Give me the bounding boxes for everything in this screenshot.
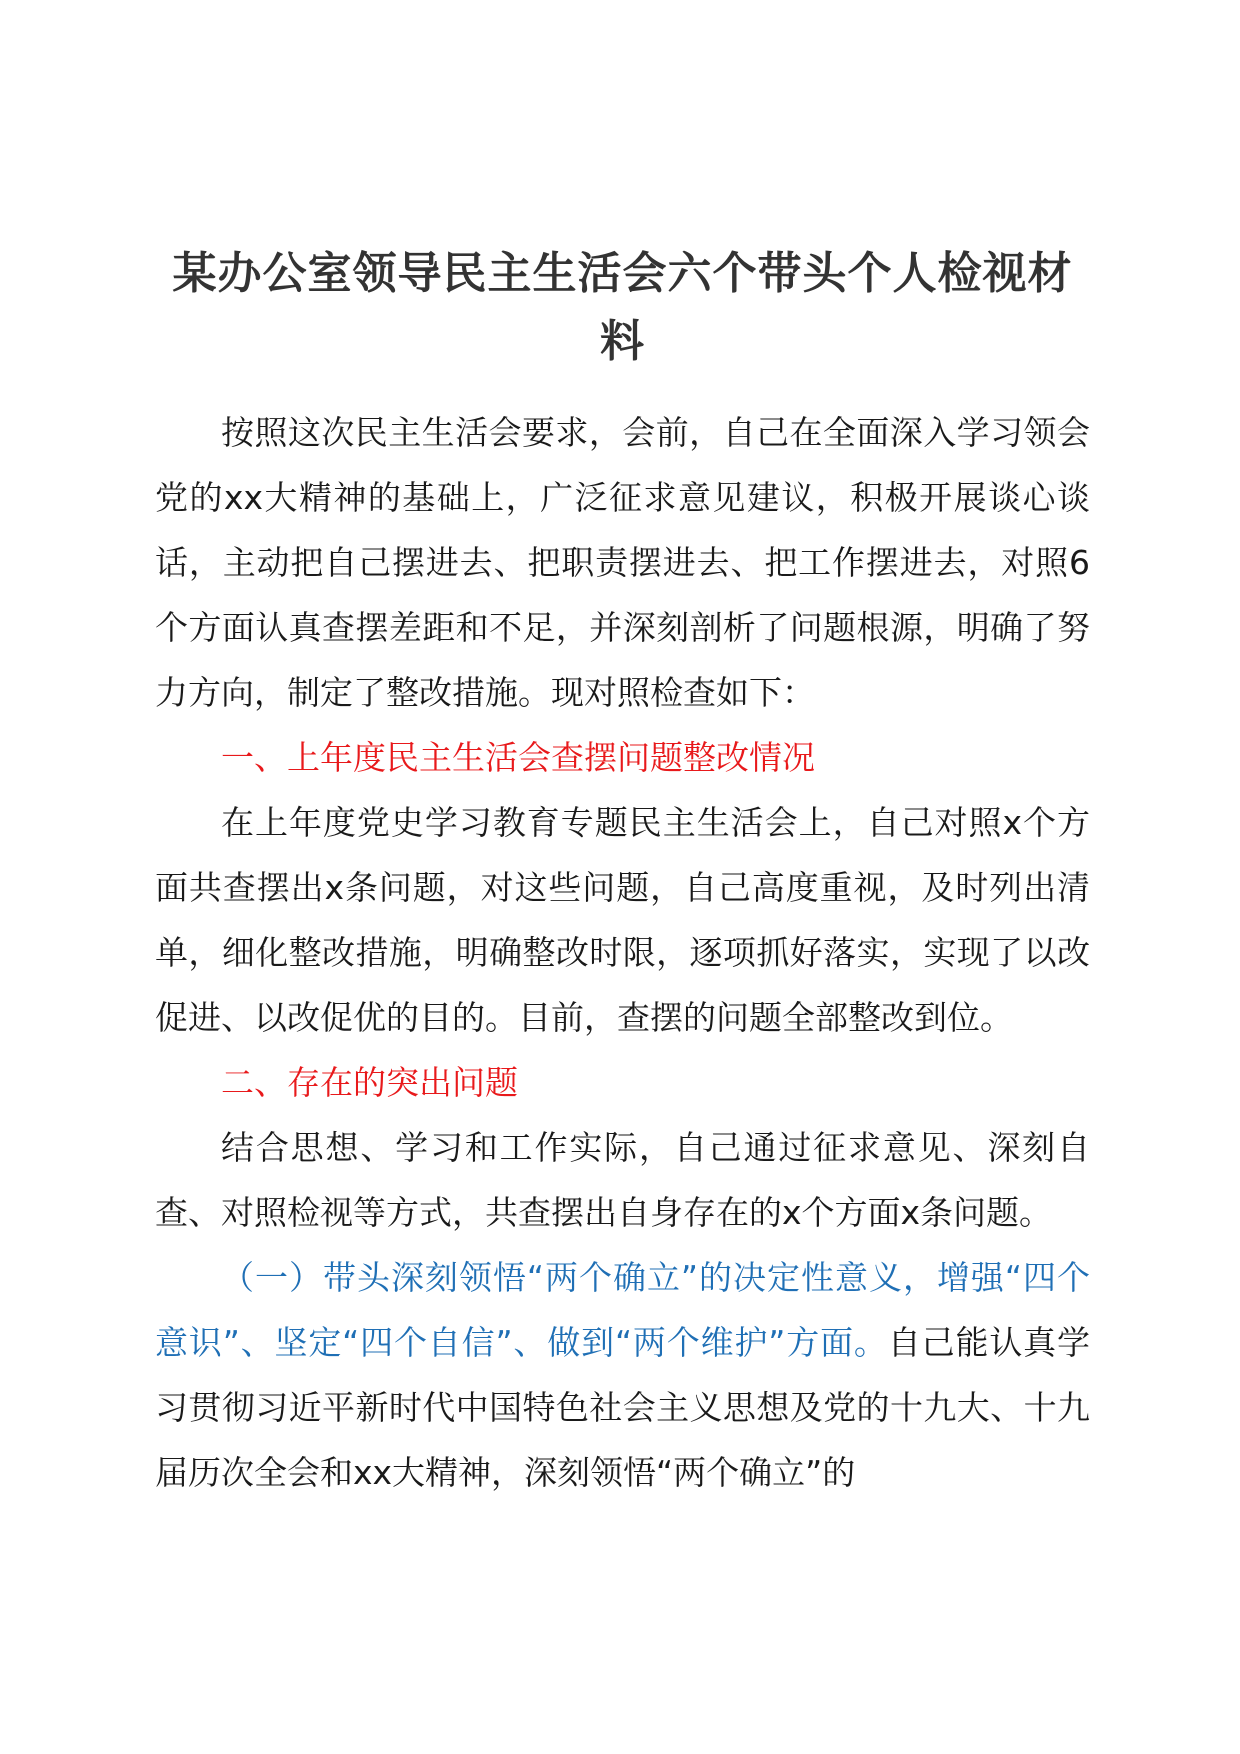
document-title: 某办公室领导民主生活会六个带头个人检视材料 bbox=[172, 248, 1073, 367]
subsection1-heading: （一）带头深刻领悟“两个确立”的决定性意义，增强“四个意识”、坚定“四个自信”、做到“两个维护”方面。 bbox=[155, 1258, 1090, 1362]
section1-heading: 一、上年度民主生活会查摆问题整改情况 bbox=[221, 738, 815, 777]
subsection1-body: 自己能认真学习贯彻习近平新时代中国特色社会主义思想及党的十九大、十九届历次全会和xx大精神，深刻领悟“两个确立”的 bbox=[155, 1323, 1091, 1492]
subsection1-paragraph bbox=[155, 1245, 1090, 1505]
section1-body: 在上年度党史学习教育专题民主生活会上，自己对照x个方面共查摆出x条问题，对这些问题，自己高度重视，及时列出清单，细化整改措施，明确整改时限，逐项抓好落实，实现了以改促进、以改促优的目的。目前，查摆的问题全部整改到位。 bbox=[155, 803, 1090, 1037]
intro-paragraph: 按照这次民主生活会要求，会前，自己在全面深入学习领会党的xx大精神的基础上，广泛征求意见建议，积极开展谈心谈话，主动把自己摆进去、把职责摆进去、把工作摆进去，对照6个方面认真查摆差距和不足，并深刻剖析了问题根源，明确了努力方向，制定了整改措施。现对照检查如下： bbox=[155, 413, 1090, 712]
section2-body: 结合思想、学习和工作实际，自己通过征求意见、深刻自查、对照检视等方式，共查摆出自身存在的x个方面x条问题。 bbox=[155, 1128, 1090, 1232]
document-page bbox=[155, 240, 1090, 1505]
section2-heading: 二、存在的突出问题 bbox=[221, 1063, 518, 1102]
